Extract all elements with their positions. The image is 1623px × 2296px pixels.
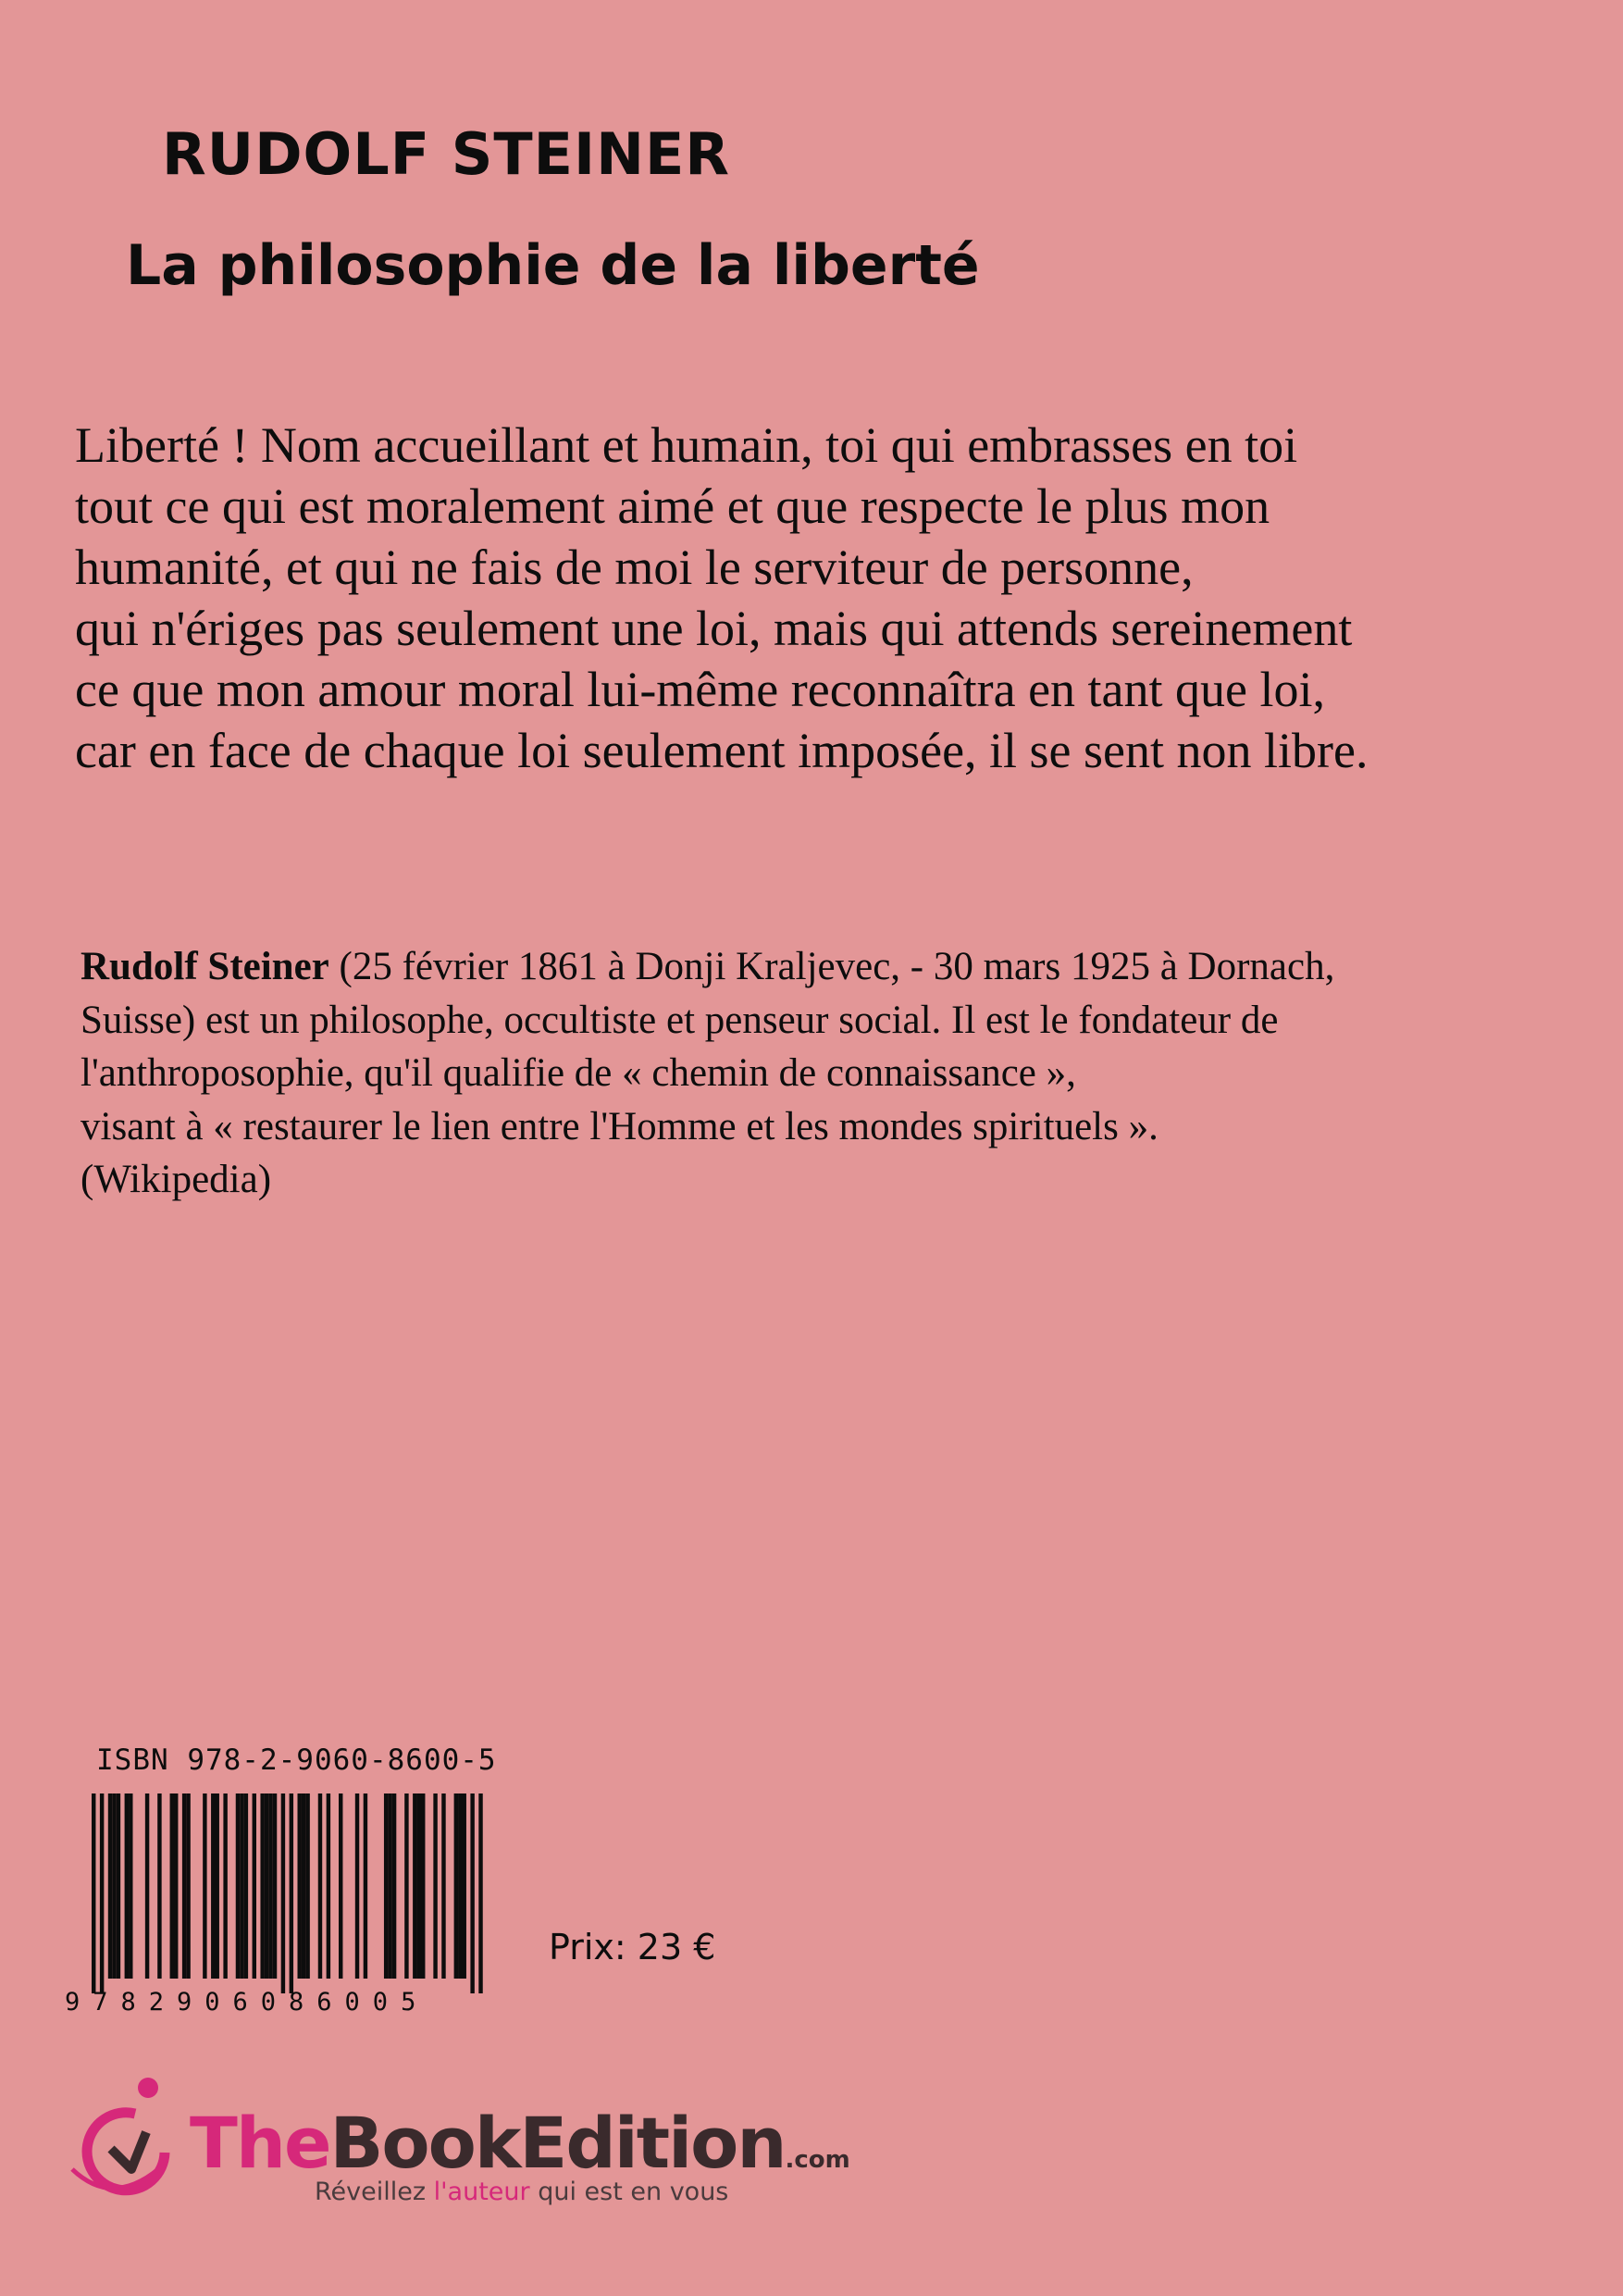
quote-line: Liberté ! Nom accueillant et humain, toi qui embrasses en toi [75, 417, 1298, 473]
barcode-bar [129, 1793, 132, 1979]
barcode-bar [253, 1793, 256, 1979]
bio-source: (Wikipedia) [81, 1158, 272, 1201]
isbn-label: ISBN 978-2-9060-8600-5 [96, 1744, 497, 1777]
barcode-bar [92, 1793, 95, 1993]
book-author: RUDOLF STEINER [162, 120, 731, 188]
barcode-bar [305, 1793, 309, 1979]
barcode-bar [273, 1793, 277, 1979]
publisher-tagline [315, 2178, 728, 2206]
barcode-bar [388, 1793, 391, 1979]
barcode-bar [433, 1793, 437, 1979]
barcode-bar [298, 1793, 302, 1979]
author-bio [81, 940, 1598, 1207]
barcode-bar [339, 1793, 342, 1979]
barcode-bar [355, 1793, 359, 1979]
quote-line: tout ce qui est moralement aimé et que respecte le plus mon [75, 478, 1270, 534]
quote-line: ce que mon amour moral lui-même reconnaîtra en tant que loi, [75, 662, 1326, 717]
barcode-bar [211, 1793, 215, 1979]
barcode-bar [117, 1793, 120, 1979]
price-label: Prix: 23 € [549, 1927, 716, 1967]
quote-line: humanité, et qui ne fais de moi le serviteur de personne, [75, 540, 1194, 595]
barcode-bar [244, 1793, 248, 1979]
barcode-bar [223, 1793, 227, 1979]
barcode-bar [100, 1793, 104, 1993]
barcode-bar [421, 1793, 425, 1979]
barcode-bar [170, 1793, 174, 1979]
barcode-bar [203, 1793, 206, 1979]
bio-author-name: Rudolf Steiner [81, 945, 329, 988]
barcode-bar [108, 1793, 112, 1979]
bio-line: l'anthroposophie, qu'il qualifie de « chemin de connaissance », [81, 1051, 1076, 1095]
brand-the: The [190, 2102, 330, 2184]
barcode-bar [268, 1793, 272, 1979]
barcode-digits: 9782906086005 [65, 1988, 429, 2017]
barcode-bar [413, 1793, 416, 1979]
barcode-bar [216, 1793, 219, 1979]
barcode-bar [454, 1793, 458, 1979]
tagline-end: qui est en vous [529, 2178, 729, 2206]
barcode-bar [112, 1793, 116, 1979]
barcode-bar [318, 1793, 322, 1979]
bio-line: Suisse) est un philosophe, occultiste et penseur social. Il est le fondateur de [81, 998, 1279, 1042]
barcode-bar [417, 1793, 421, 1979]
barcode-bar [182, 1793, 186, 1979]
barcode-bar [236, 1793, 240, 1979]
barcode-bar [174, 1793, 178, 1979]
publisher-brand [190, 2102, 850, 2184]
blurb-quote [75, 415, 1592, 781]
bio-line [81, 940, 1598, 994]
book-title: La philosophie de la liberté [126, 233, 980, 298]
tagline-accent: l'auteur [433, 2178, 530, 2206]
barcode-bar [186, 1793, 190, 1979]
barcode-bars [61, 1793, 496, 1993]
bio-dates: (25 février 1861 à Donji Kraljevec, - 30 mars 1925 à Dornach, [328, 945, 1335, 988]
barcode-bar [290, 1793, 293, 1993]
barcode-bar [441, 1793, 445, 1979]
barcode-bar [265, 1793, 268, 1979]
barcode-bar [470, 1793, 474, 1993]
quote-line: car en face de chaque loi seulement imposée, il se sent non libre. [75, 723, 1369, 778]
barcode-bar [463, 1793, 466, 1979]
barcode-bar [404, 1793, 408, 1979]
barcode-bar [125, 1793, 129, 1979]
tagline-start: Réveillez [315, 2178, 434, 2206]
barcode-bar [145, 1793, 149, 1979]
barcode-bar [240, 1793, 243, 1979]
brand-bookedition: BookEdition [329, 2102, 786, 2184]
barcode-bar [478, 1793, 482, 1993]
bio-line: visant à « restaurer le lien entre l'Homme et les mondes spirituels ». [81, 1104, 1158, 1148]
barcode-bar [157, 1793, 161, 1979]
quote-line: qui n'ériges pas seulement une loi, mais qui attends sereinement [75, 601, 1353, 656]
publisher-logo-icon [68, 2073, 189, 2203]
barcode-bar [260, 1793, 264, 1979]
barcode-bar [302, 1793, 305, 1979]
barcode-bar [384, 1793, 388, 1979]
brand-com: .com [785, 2146, 850, 2174]
barcode-bar [364, 1793, 367, 1979]
barcode-bar [327, 1793, 330, 1979]
barcode-bar [392, 1793, 396, 1979]
barcode-bar [458, 1793, 462, 1979]
barcode-bar [281, 1793, 285, 1993]
